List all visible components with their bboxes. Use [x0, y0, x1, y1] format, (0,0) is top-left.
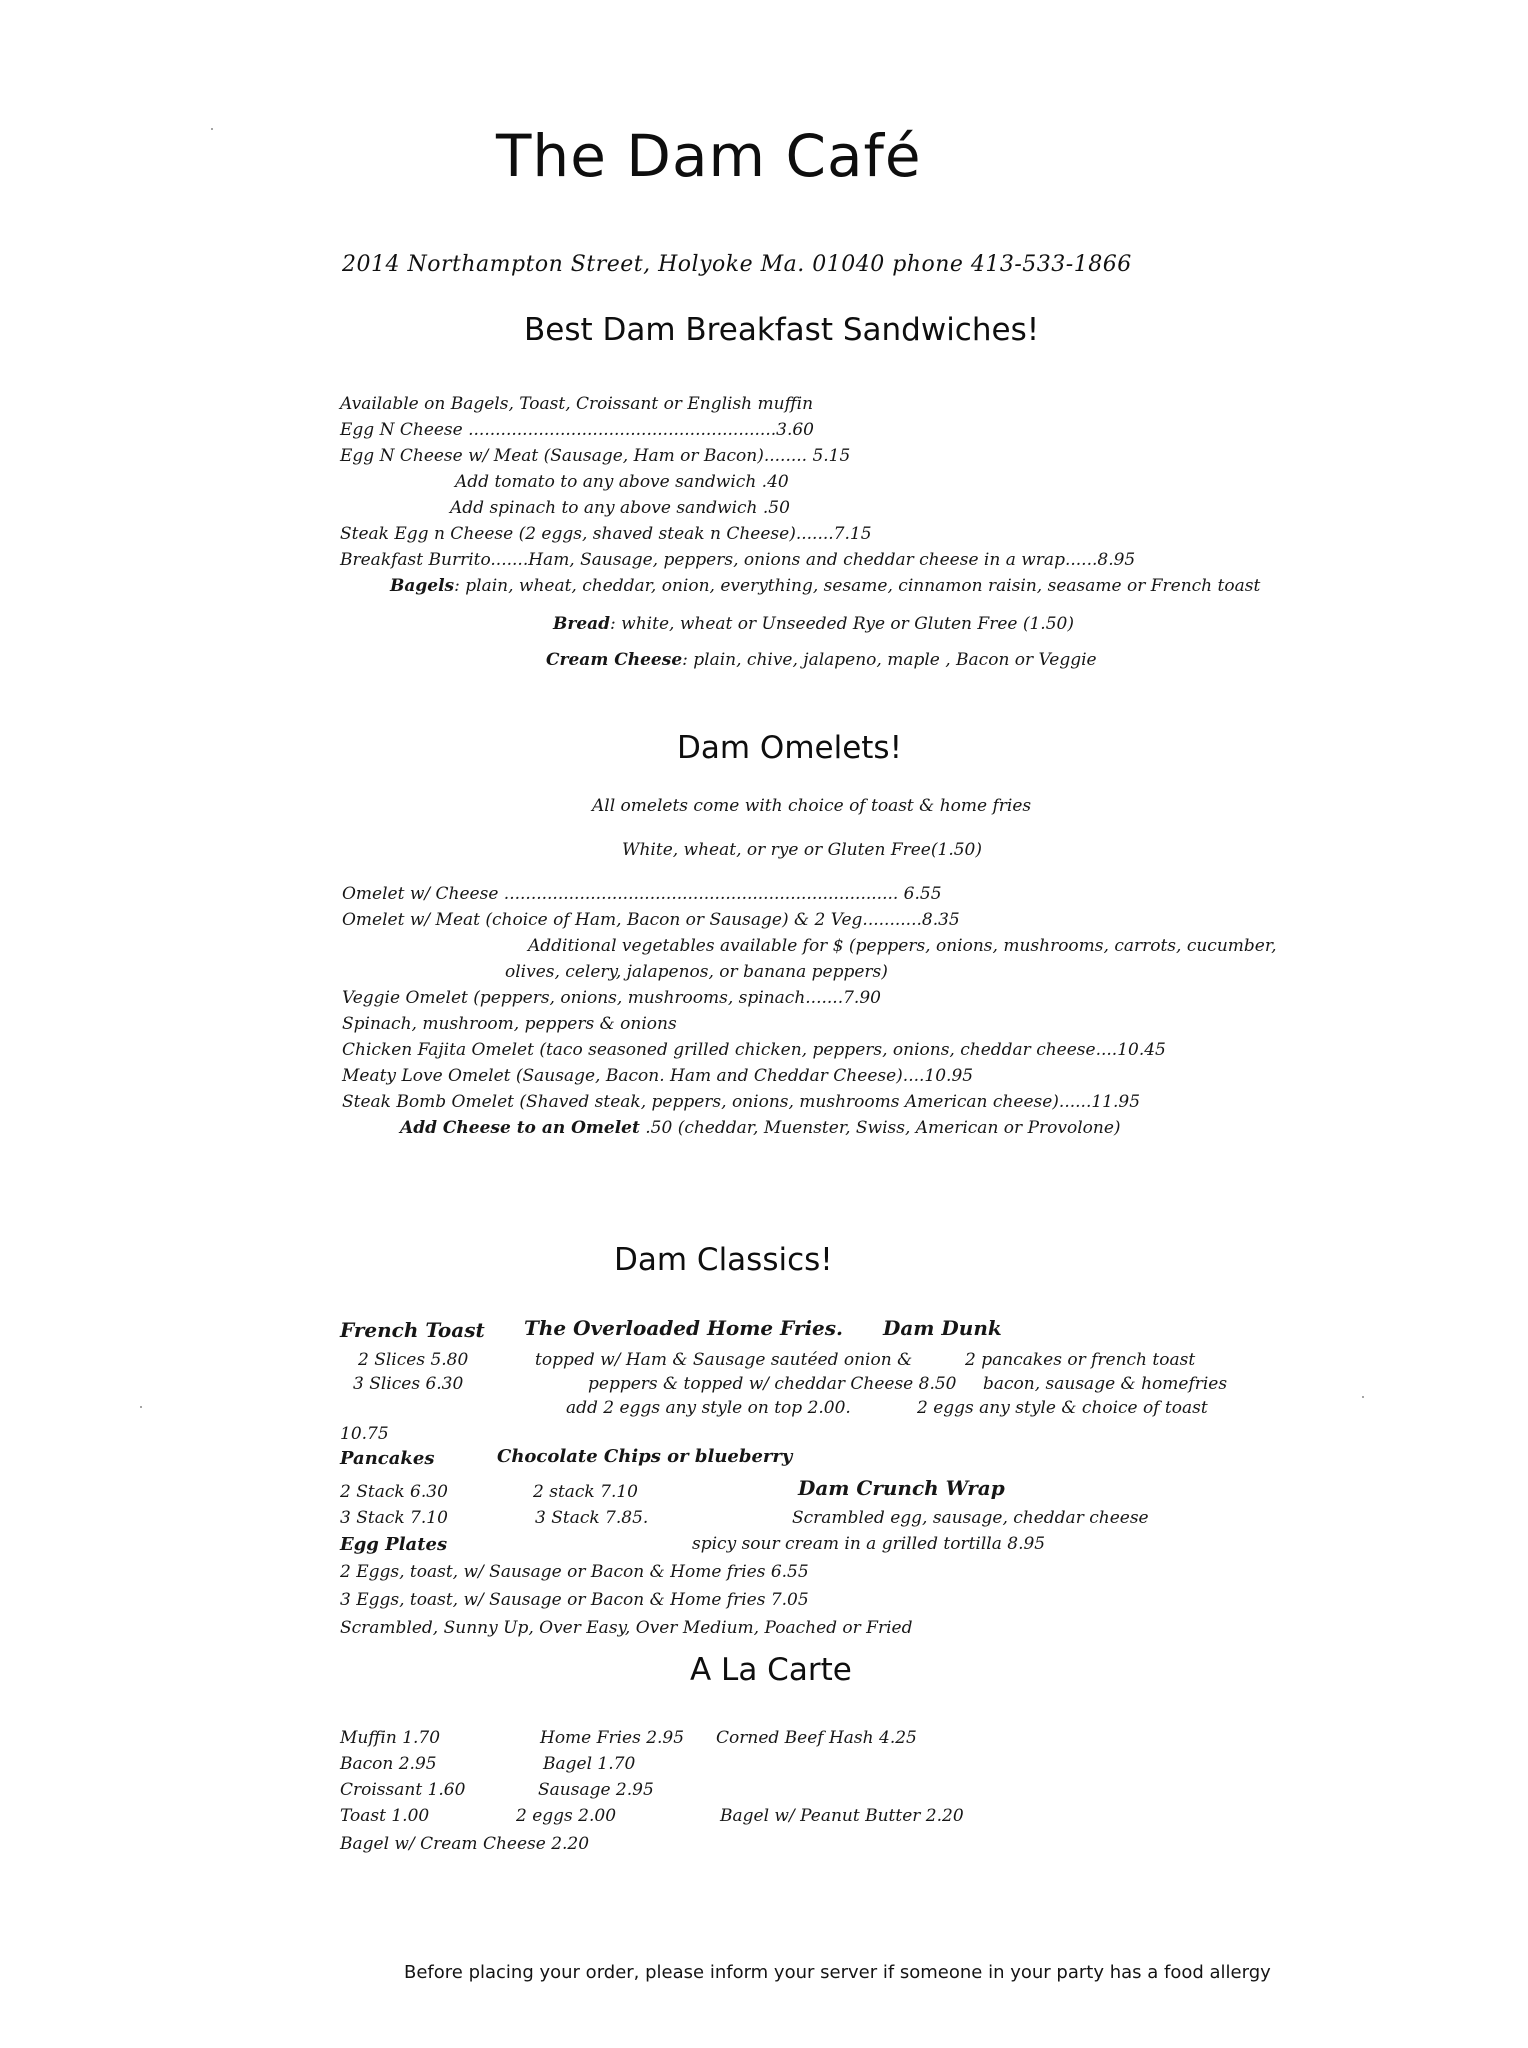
menu-item: Steak Egg n Cheese (2 eggs, shaved steak n Cheese).......7.15	[340, 524, 872, 544]
dam-dunk-title: Dam Dunk	[883, 1316, 1002, 1340]
allergy-notice: Before placing your order, please inform your server if someone in your party has a food allergy	[404, 1962, 1271, 1983]
overloaded-line: peppers & topped w/ cheddar Cheese 8.50	[588, 1374, 957, 1394]
classics-heading: Dam Classics!	[614, 1242, 833, 1278]
alacarte-item: 2 eggs 2.00	[516, 1806, 617, 1826]
alacarte-item: Muffin 1.70	[340, 1728, 441, 1748]
pancakes-line: 2 Stack 6.30	[340, 1482, 448, 1502]
alacarte-item: Toast 1.00	[340, 1806, 430, 1826]
french-toast-line: 3 Slices 6.30	[353, 1374, 464, 1394]
french-toast-title: French Toast	[340, 1318, 485, 1342]
menu-item: Breakfast Burrito.......Ham, Sausage, peppers, onions and cheddar cheese in a wrap......8.95	[340, 550, 1136, 570]
chips-title: Chocolate Chips or blueberry	[497, 1446, 793, 1467]
alacarte-item: Home Fries 2.95	[540, 1728, 685, 1748]
bagels-label: Bagels	[390, 576, 455, 596]
menu-item: Egg N Cheese w/ Meat (Sausage, Ham or Bacon)........ 5.15	[340, 446, 851, 466]
overloaded-line: topped w/ Ham & Sausage sautéed onion &	[535, 1350, 913, 1370]
add-cheese-text: .50 (cheddar, Muenster, Swiss, American or Provolone)	[639, 1118, 1121, 1138]
french-toast-line: 2 Slices 5.80	[358, 1350, 469, 1370]
menu-item: Omelet w/ Cheese ......................................................................... 6.55	[342, 884, 942, 904]
cream-cheese-text: : plain, chive, jalapeno, maple , Bacon or Veggie	[682, 650, 1097, 670]
chips-line: 2 stack 7.10	[533, 1482, 638, 1502]
omelets-heading: Dam Omelets!	[677, 730, 903, 766]
alacarte-heading: A La Carte	[690, 1652, 852, 1688]
overloaded-line: add 2 eggs any style on top 2.00.	[566, 1398, 851, 1418]
cream-cheese-options	[546, 650, 1097, 670]
menu-item: Steak Bomb Omelet (Shaved steak, peppers, onions, mushrooms American cheese)......11.95	[342, 1092, 1141, 1112]
dam-dunk-line: bacon, sausage & homefries	[983, 1374, 1228, 1394]
menu-item: Meaty Love Omelet (Sausage, Bacon. Ham and Cheddar Cheese)....10.95	[342, 1066, 974, 1086]
alacarte-item: Bagel 1.70	[543, 1754, 636, 1774]
omelets-note: All omelets come with choice of toast & home fries	[592, 796, 1032, 816]
crunch-wrap-line: spicy sour cream in a grilled tortilla 8.95	[692, 1534, 1046, 1554]
dam-dunk-line: 2 pancakes or french toast	[965, 1350, 1196, 1370]
dam-dunk-line: 2 eggs any style & choice of toast	[917, 1398, 1208, 1418]
add-cheese-label: Add Cheese to an Omelet	[400, 1118, 640, 1138]
pancakes-line: 3 Stack 7.10	[340, 1508, 448, 1528]
address-line: 2014 Northampton Street, Holyoke Ma. 01040 phone 413-533-1866	[342, 252, 1132, 277]
dam-dunk-price: 10.75	[340, 1424, 389, 1444]
breakfast-heading: Best Dam Breakfast Sandwiches!	[524, 312, 1040, 348]
bagel-options	[390, 576, 1260, 596]
bagels-text: : plain, wheat, cheddar, onion, everything, sesame, cinnamon raisin, seasame or French toast	[454, 576, 1261, 596]
chips-line: 3 Stack 7.85.	[535, 1508, 649, 1528]
bread-options	[553, 614, 1074, 634]
menu-item: Veggie Omelet (peppers, onions, mushrooms, spinach.......7.90	[342, 988, 881, 1008]
cream-cheese-label: Cream Cheese	[546, 650, 683, 670]
menu-addon: Additional vegetables available for $ (peppers, onions, mushrooms, carrots, cucumber,	[528, 936, 1277, 956]
menu-item: Spinach, mushroom, peppers & onions	[342, 1014, 677, 1034]
alacarte-item: Bagel w/ Peanut Butter 2.20	[720, 1806, 964, 1826]
pancakes-title: Pancakes	[340, 1448, 435, 1469]
menu-item: Egg N Cheese .........................................................3.60	[340, 420, 814, 440]
egg-plates-line: 2 Eggs, toast, w/ Sausage or Bacon & Home fries 6.55	[340, 1562, 809, 1582]
egg-plates-title: Egg Plates	[340, 1534, 448, 1555]
menu-item: Chicken Fajita Omelet (taco seasoned grilled chicken, peppers, onions, cheddar cheese....10.45	[342, 1040, 1166, 1060]
crunch-wrap-title: Dam Crunch Wrap	[798, 1476, 1005, 1500]
menu-item: Omelet w/ Meat (choice of Ham, Bacon or Sausage) & 2 Veg...........8.35	[342, 910, 960, 930]
bread-text: : white, wheat or Unseeded Rye or Gluten Free (1.50)	[610, 614, 1074, 634]
egg-plates-line: Scrambled, Sunny Up, Over Easy, Over Medium, Poached or Fried	[340, 1618, 913, 1638]
alacarte-item: Bacon 2.95	[340, 1754, 437, 1774]
add-cheese	[400, 1118, 1121, 1138]
crunch-wrap-line: Scrambled egg, sausage, cheddar cheese	[792, 1508, 1149, 1528]
menu-addon: Add tomato to any above sandwich .40	[455, 472, 789, 492]
breakfast-available: Available on Bagels, Toast, Croissant or English muffin	[340, 394, 814, 414]
egg-plates-line: 3 Eggs, toast, w/ Sausage or Bacon & Home fries 7.05	[340, 1590, 809, 1610]
omelets-note: White, wheat, or rye or Gluten Free(1.50)	[622, 840, 982, 860]
alacarte-item: Croissant 1.60	[340, 1780, 466, 1800]
scan-speck	[140, 1406, 142, 1408]
menu-addon: Add spinach to any above sandwich .50	[450, 498, 790, 518]
scan-speck	[211, 128, 213, 130]
alacarte-item: Sausage 2.95	[538, 1780, 654, 1800]
overloaded-title: The Overloaded Home Fries.	[524, 1316, 843, 1340]
bread-label: Bread	[553, 614, 611, 634]
alacarte-item: Bagel w/ Cream Cheese 2.20	[340, 1834, 590, 1854]
menu-addon: olives, celery, jalapenos, or banana peppers)	[505, 962, 888, 982]
page-title: The Dam Café	[496, 122, 922, 190]
alacarte-item: Corned Beef Hash 4.25	[716, 1728, 917, 1748]
scan-speck	[1362, 1396, 1364, 1398]
